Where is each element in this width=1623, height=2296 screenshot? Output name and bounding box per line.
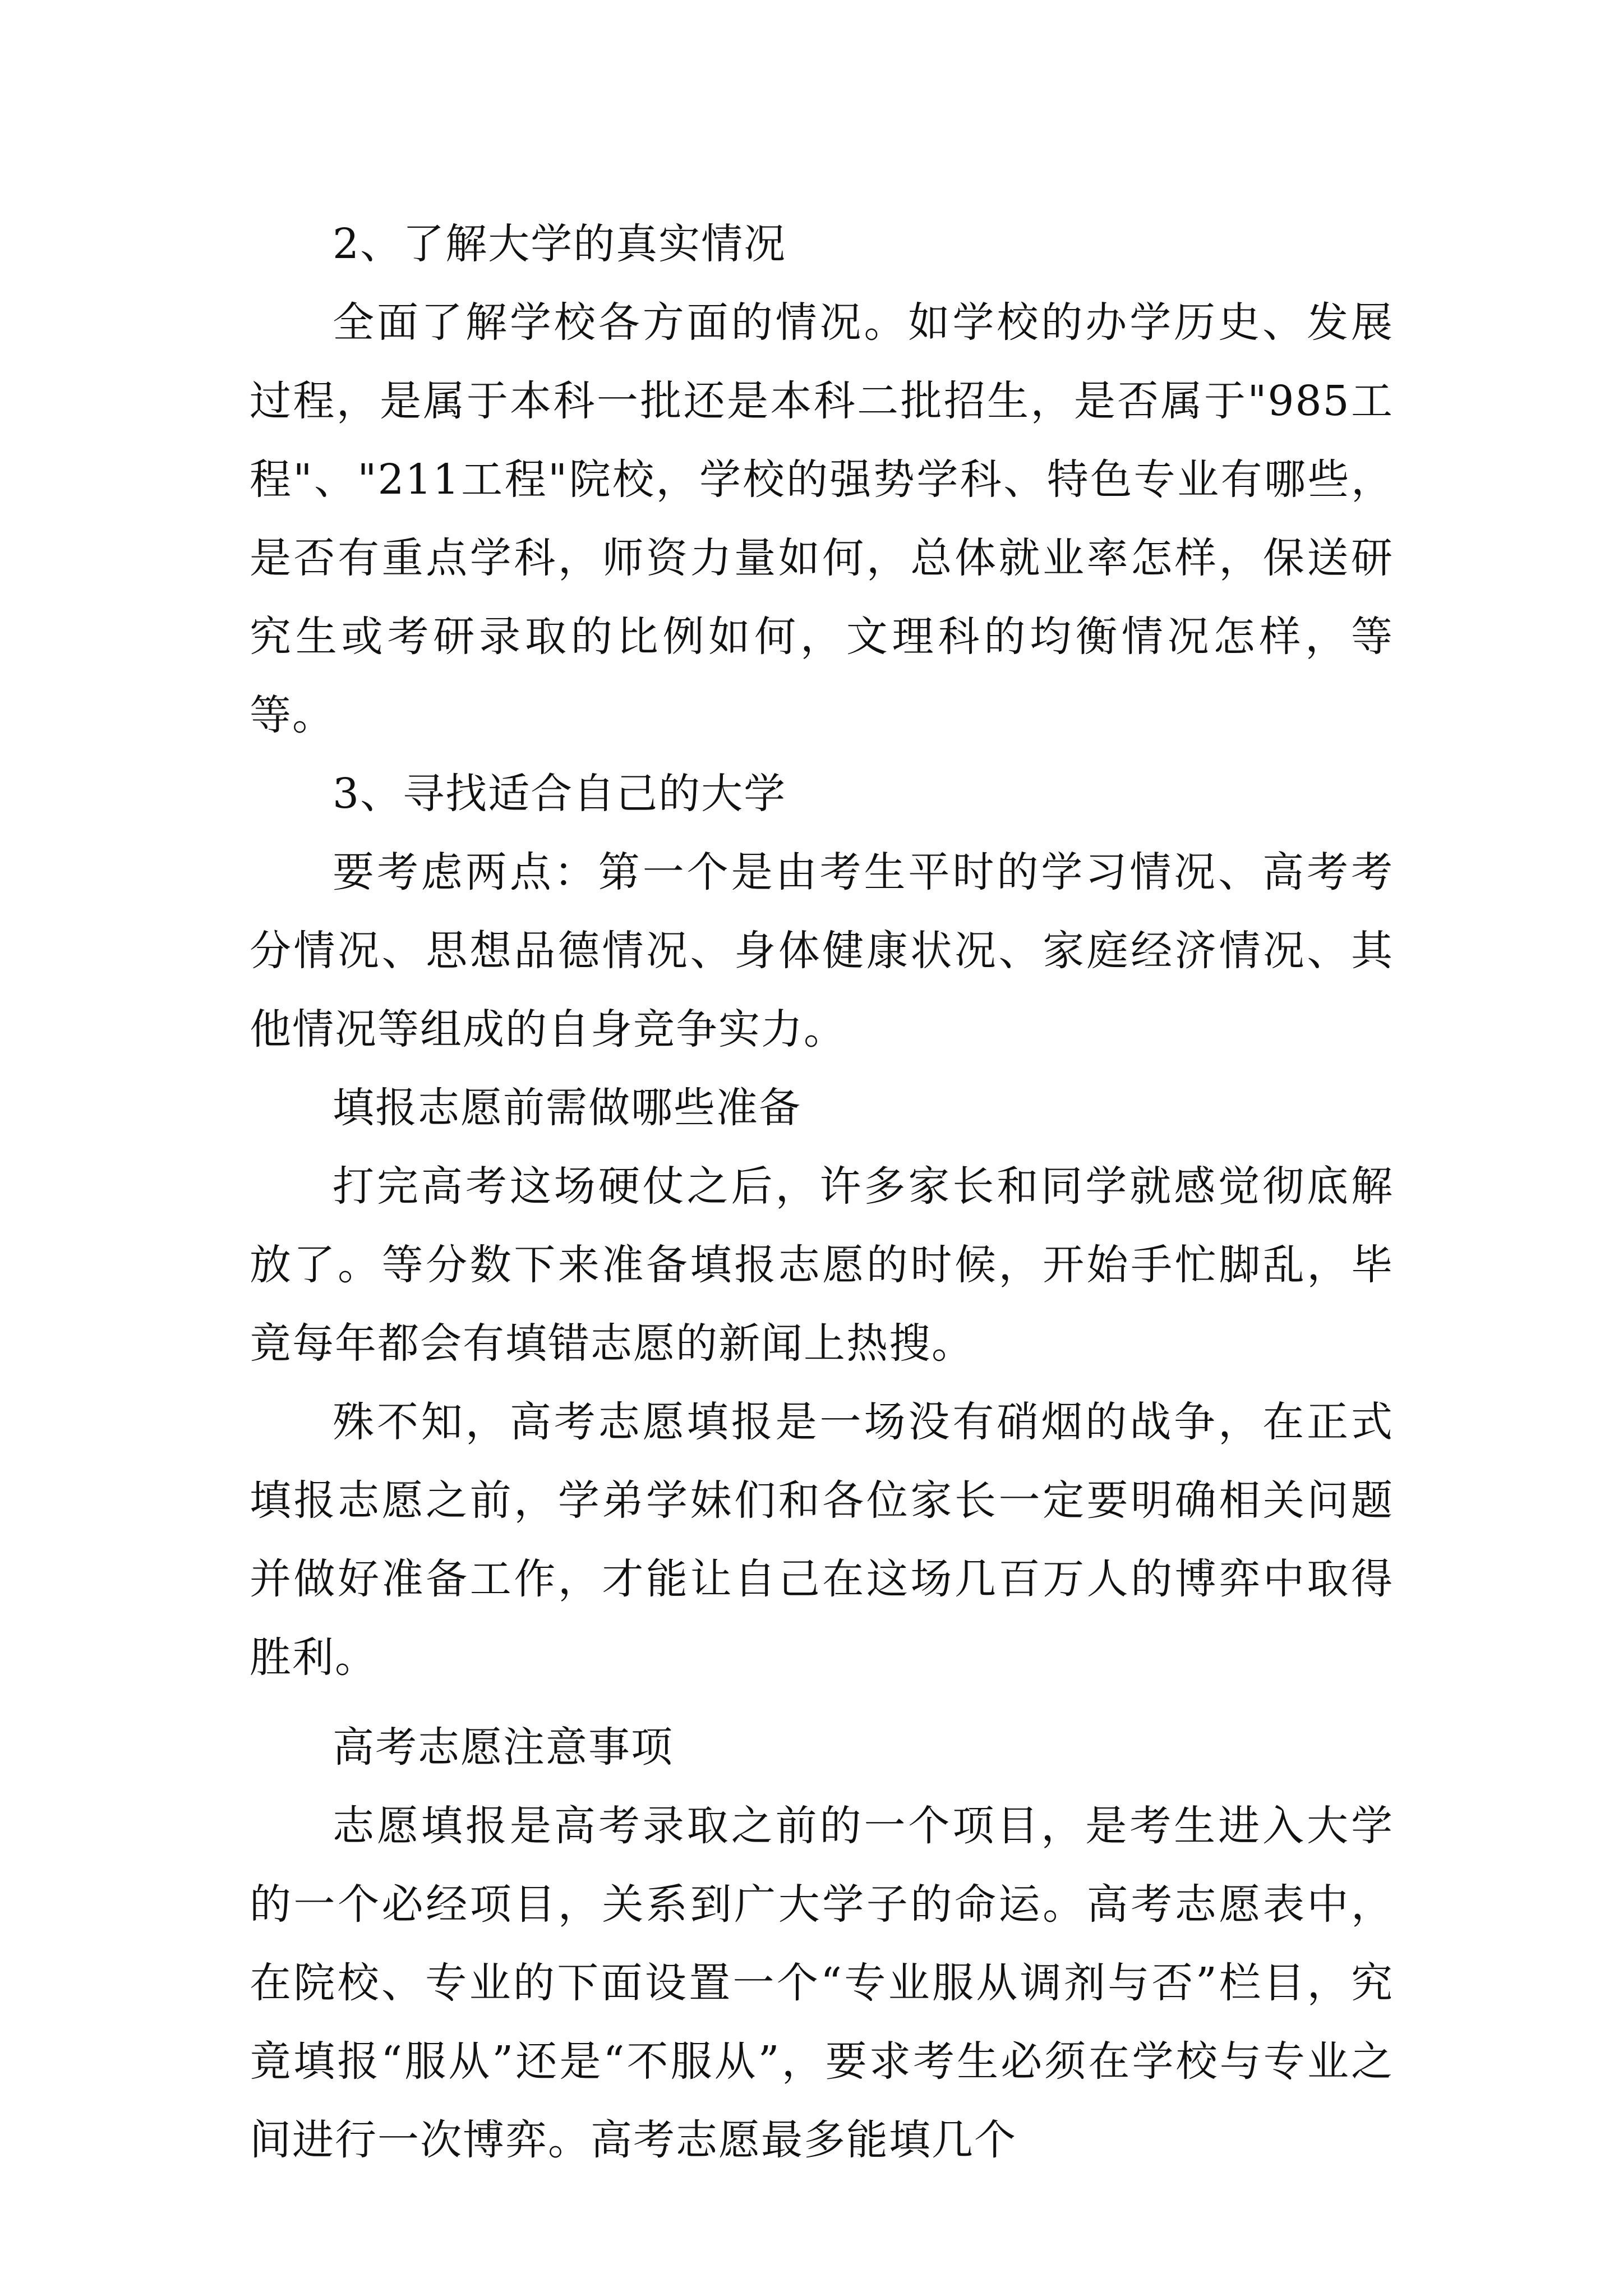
section-heading-find-suitable-university: 3、寻找适合自己的大学	[333, 770, 787, 818]
paragraph-after-exam: 打完高考这场硬仗之后，许多家长和同学就感觉彻底解放了。等分数下来准备填报志愿的时候，开始手忙脚乱，毕竟每年都会有填错志愿的新闻上热搜。	[250, 1162, 1394, 1368]
section-heading-understand-university: 2、了解大学的真实情况	[333, 220, 787, 268]
paragraph-application-battle: 殊不知，高考志愿填报是一场没有硝烟的战争，在正式填报志愿之前，学弟学妹们和各位家长一定要明确相关问题并做好准备工作，才能让自己在这场几百万人的博弈中取得胜利。	[250, 1398, 1394, 1682]
section-heading-notes: 高考志愿注意事项	[333, 1723, 674, 1772]
document-body	[250, 205, 1394, 2179]
section-heading-preparation: 填报志愿前需做哪些准备	[333, 1084, 801, 1132]
paragraph-application-importance: 志愿填报是高考录取之前的一个项目，是考生进入大学的一个必经项目，关系到广大学子的命运。高考志愿表中，在院校、专业的下面设置一个“专业服从调剂与否”栏目，究竟填报“服从”还是“不服从”，要求考生必须在学校与专业之间进行一次博弈。高考志愿最多能填几个	[250, 1802, 1394, 2164]
paragraph-university-details: 全面了解学校各方面的情况。如学校的办学历史、发展过程，是属于本科一批还是本科二批招生，是否属于"985工程"、"211工程"院校，学校的强势学科、特色专业有哪些，是否有重点学科，师资力量如何，总体就业率怎样，保送研究生或考研录取的比例如何，文理科的均衡情况怎样，等等。	[250, 298, 1394, 739]
paragraph-two-considerations: 要考虑两点：第一个是由考生平时的学习情况、高考考分情况、思想品德情况、身体健康状况、家庭经济情况、其他情况等组成的自身竞争实力。	[250, 848, 1394, 1053]
